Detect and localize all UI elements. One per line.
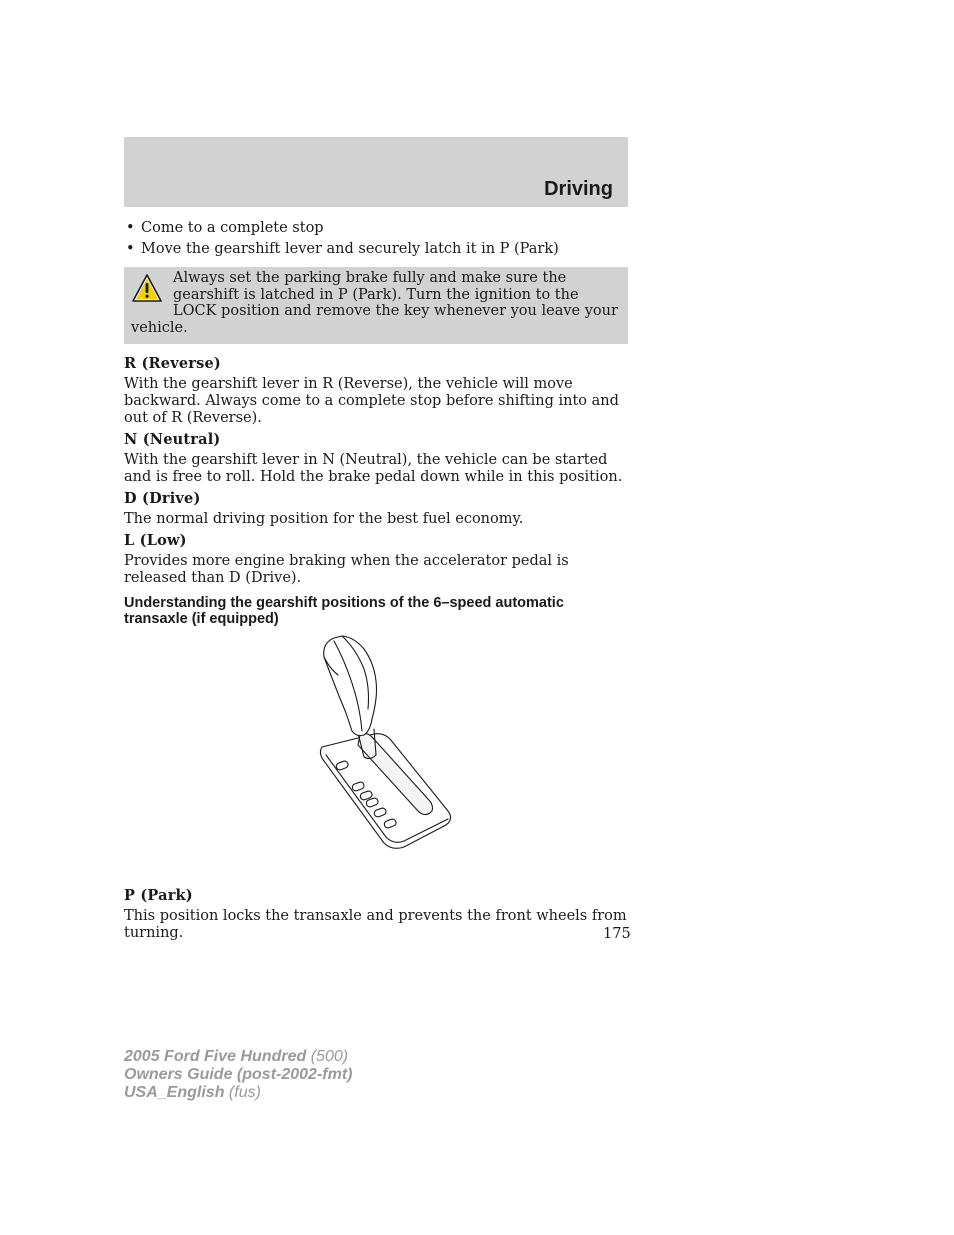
page-number: 175 [603, 926, 631, 942]
page-content [124, 220, 628, 942]
warning-triangle-icon [131, 272, 163, 304]
warning-box [124, 267, 628, 344]
footer-line-2: Owners Guide (post-2002-fmt) [124, 1066, 353, 1083]
reverse-heading: R (Reverse) [124, 355, 221, 372]
bullet-icon: • [126, 220, 135, 236]
footer-line-3: USA_English (fus) [124, 1084, 261, 1101]
reverse-text: With the gearshift lever in R (Reverse), the vehicle will move backward. Always come to a complete stop before shifting into and out of R (Reverse). [124, 376, 619, 426]
neutral-heading: N (Neutral) [124, 431, 221, 448]
gearshift-lever-illustration [314, 635, 454, 855]
section-header-band [124, 137, 628, 207]
warning-text: Always set the parking brake fully and make sure the gearshift is latched in P (Park). Turn the ignition to the LOCK position and remove the key whenever you leave your vehicle. [131, 270, 618, 336]
bullet-icon: • [126, 241, 135, 257]
bullet-text: Move the gearshift lever and securely latch it in P (Park) [141, 241, 559, 257]
document-footer [124, 1048, 352, 1102]
list-item [124, 241, 628, 258]
section-title: Driving [544, 178, 613, 200]
list-item [124, 220, 628, 237]
park-text: This position locks the transaxle and prevents the front wheels from turning. [124, 908, 627, 941]
neutral-text: With the gearshift lever in N (Neutral), the vehicle can be started and is free to roll. Hold the brake pedal down while in this position. [124, 452, 623, 485]
low-heading: L (Low) [124, 532, 187, 549]
six-speed-heading: Understanding the gearshift positions of the 6–speed automatic transaxle (if equipped) [124, 595, 564, 627]
gearshift-figure [124, 627, 628, 883]
park-heading: P (Park) [124, 887, 193, 904]
bullet-text: Come to a complete stop [141, 220, 324, 236]
footer-line-1: 2005 Ford Five Hundred (500) [124, 1048, 349, 1065]
drive-heading: D (Drive) [124, 490, 201, 507]
drive-text: The normal driving position for the best fuel economy. [124, 511, 524, 527]
bullet-list [124, 220, 628, 258]
low-text: Provides more engine braking when the accelerator pedal is released than D (Drive). [124, 553, 569, 586]
